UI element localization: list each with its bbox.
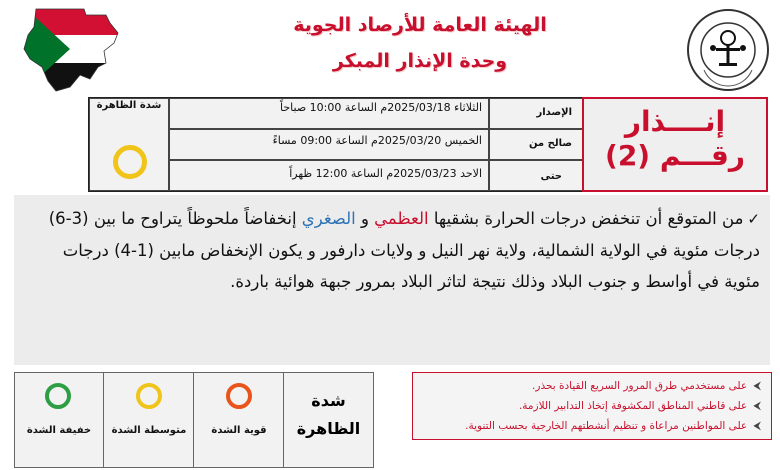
advice-text: على قاطني المناطق المكشوفة إتخاذ التدابير اللازمة. bbox=[518, 400, 748, 412]
advice-item bbox=[419, 376, 761, 396]
legend-label-strong: قوية الشدة bbox=[211, 425, 267, 436]
chevron-icon: ⮜ bbox=[753, 399, 761, 412]
warning-title: إنــــذار bbox=[624, 105, 726, 138]
warning-message bbox=[14, 195, 770, 365]
advice-box bbox=[412, 372, 772, 440]
issue-label: الإصدار bbox=[489, 98, 583, 129]
light-severity-icon bbox=[45, 383, 71, 409]
medium-severity-icon bbox=[136, 383, 162, 409]
warning-number: رقـــم (2) bbox=[605, 139, 745, 172]
advice-item bbox=[419, 396, 761, 416]
and-word: و bbox=[355, 209, 375, 228]
message-part1: من المتوقع أن تنخفض درجات الحرارة بشقيها bbox=[428, 209, 744, 228]
message-part2: إنخفاضاً ملحوظاً يتراوح ما بين (3-6) درجات مئوية في الولاية الشمالية، ولاية نهر النيل و ولايات دارفور و يكون الإنخفاض مابين (1-4) درجات مئوية في أواسط و جنوب البلاد وذلك نتيجة لتاثر البلاد بمرور جبهة هوائية باردة. bbox=[48, 209, 760, 291]
unit-title: وحدة الإنذار المبكر bbox=[332, 50, 508, 72]
max-temp-word: العظمي bbox=[374, 209, 429, 228]
issue-value: الثلاثاء 2025/03/18م الساعة 10:00 صباحاً bbox=[169, 98, 489, 129]
valid-from-value: الخميس 2025/03/20م الساعة 09:00 مساءً bbox=[169, 129, 489, 160]
legend-title bbox=[283, 373, 373, 467]
sudan-flag-map bbox=[22, 5, 122, 93]
legend-title-line2: الظاهرة bbox=[296, 419, 361, 438]
until-label: حتى bbox=[489, 160, 583, 191]
advice-item bbox=[419, 416, 761, 436]
check-icon: ✓ bbox=[747, 210, 760, 228]
advice-text: على مستخدمي طرق المرور السريع القيادة بحذر. bbox=[532, 380, 748, 392]
severity-legend bbox=[14, 372, 374, 468]
until-value: الاحد 2025/03/23م الساعة 12:00 ظهراً bbox=[169, 160, 489, 191]
chevron-icon: ⮜ bbox=[753, 419, 761, 432]
advice-text: على المواطنين مراعاة و تنظيم أنشطتهم الخارجية بحسب التنوية. bbox=[465, 420, 748, 432]
warning-number-box bbox=[582, 97, 768, 192]
legend-label-medium: متوسطة الشدة bbox=[111, 425, 187, 436]
org-title: الهيئة العامة للأرصاد الجوية bbox=[293, 14, 547, 36]
legend-level-medium bbox=[103, 373, 193, 467]
legend-level-strong bbox=[193, 373, 283, 467]
strong-severity-icon bbox=[226, 383, 252, 409]
severity-indicator-icon bbox=[113, 145, 147, 179]
valid-from-label: صالح من bbox=[489, 129, 583, 160]
legend-title-line1: شدة bbox=[311, 391, 346, 410]
sudan-meteorological-authority-logo bbox=[686, 8, 770, 92]
severity-cell bbox=[89, 98, 169, 191]
legend-label-light: خفيفة الشدة bbox=[26, 425, 92, 436]
chevron-icon: ⮜ bbox=[753, 379, 761, 392]
legend-level-light bbox=[15, 373, 103, 467]
severity-label: شدة الظاهرة bbox=[96, 100, 162, 111]
min-temp-word: الصغري bbox=[301, 209, 356, 228]
